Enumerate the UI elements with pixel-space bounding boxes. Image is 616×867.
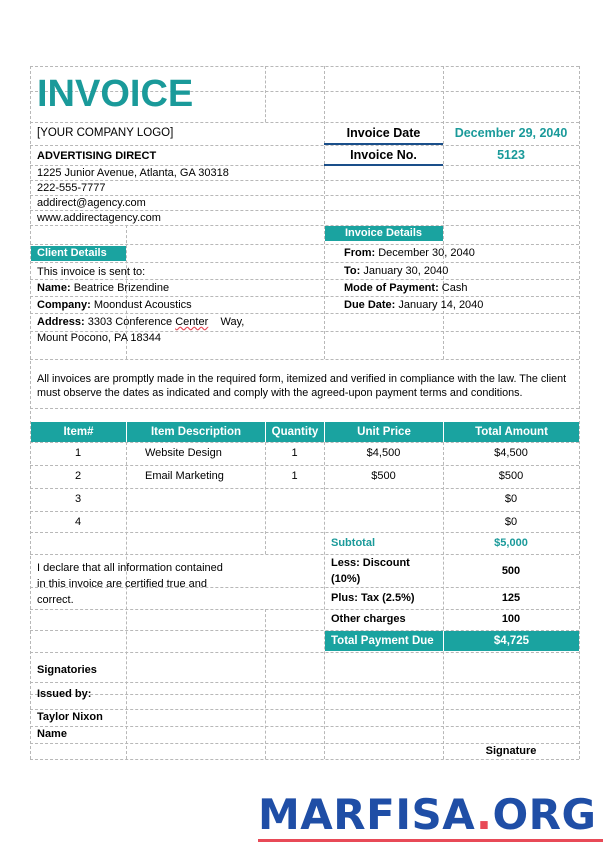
client-name: Beatrice Brizendine	[73, 282, 170, 294]
client-address-part-3: Way,	[220, 316, 245, 328]
client-company-row	[37, 299, 192, 312]
declaration-line1: I declare that all information contained	[37, 562, 223, 574]
row-1-unit-price: $4,500	[366, 447, 401, 459]
other-charges-label: Other charges	[331, 613, 406, 625]
company-logo-placeholder: [YOUR COMPANY LOGO]	[37, 127, 174, 139]
col-header-description: Item Description	[127, 422, 265, 442]
declaration-line2: in this invoice are certified true and	[37, 578, 207, 590]
subtotal-label: Subtotal	[331, 537, 375, 549]
details-due-label: Due Date:	[344, 299, 396, 311]
col-header-item-num: Item#	[31, 422, 126, 442]
other-charges-value: 100	[501, 613, 521, 625]
invoice-date: December 29, 2040	[454, 126, 568, 140]
issuer-name: Taylor Nixon	[37, 711, 103, 723]
company-name: ADVERTISING DIRECT	[37, 150, 157, 162]
client-intro: This invoice is sent to:	[37, 266, 146, 278]
declaration-line3: correct.	[37, 594, 74, 606]
details-from-label: From:	[344, 247, 376, 259]
invoice-no-label: Invoice No.	[350, 148, 417, 162]
row-1-total: $4,500	[494, 447, 528, 459]
details-due-row	[344, 299, 483, 312]
company-address: 1225 Junior Avenue, Atlanta, GA 30318	[37, 167, 229, 179]
invoice-no-underline	[324, 164, 443, 166]
col-header-quantity: Quantity	[266, 422, 324, 442]
details-mode-label: Mode of Payment:	[344, 282, 439, 294]
issued-by-label: Issued by:	[37, 688, 92, 700]
row-1-quantity: 1	[291, 447, 298, 459]
signatories-label: Signatories	[37, 664, 97, 676]
company-phone: 222-555-7777	[37, 182, 106, 194]
row-3-total: $0	[504, 493, 518, 505]
row-2-total: $500	[498, 470, 524, 482]
watermark-dot: .	[476, 790, 493, 839]
client-name-row	[37, 282, 169, 295]
client-name-label: Name:	[37, 282, 71, 294]
invoice-sheet	[30, 66, 579, 759]
client-company-label: Company:	[37, 299, 91, 311]
watermark-underline	[258, 839, 603, 842]
invoice-date-underline	[324, 143, 443, 145]
details-from: December 30, 2040	[378, 247, 475, 259]
terms-notice: All invoices are promptly made in the required form, itemized and verified in compliance with the law. The client must observe the dates as indicated and comply with the agreed-upon payment terms and conditions.	[37, 373, 567, 399]
tax-label: Plus: Tax (2.5%)	[331, 592, 415, 604]
row-4-total: $0	[504, 516, 518, 528]
invoice-title: INVOICE	[37, 73, 194, 115]
details-to-label: To:	[344, 265, 361, 277]
details-due: January 14, 2040	[398, 299, 484, 311]
discount-value: 500	[501, 565, 521, 577]
marfisa-watermark-logo	[258, 790, 597, 839]
row-1-num: 1	[74, 447, 82, 459]
tax-value: 125	[501, 592, 521, 604]
watermark-brand-b: ORG	[492, 790, 597, 839]
row-2-description: Email Marketing	[145, 470, 224, 482]
total-due-label: Total Payment Due	[325, 631, 443, 651]
row-2-unit-price: $500	[371, 470, 396, 482]
invoice-date-label: Invoice Date	[346, 126, 421, 140]
subtotal-value: $5,000	[494, 537, 528, 549]
company-website: www.addirectagency.com	[37, 212, 161, 224]
client-address-part-2: Center	[175, 316, 209, 328]
client-address-line2: Mount Pocono, PA 18344	[37, 332, 161, 344]
watermark-brand-a: MARFISA	[258, 790, 476, 839]
client-address-label: Address:	[37, 316, 85, 328]
details-from-row	[344, 247, 475, 260]
client-company: Moondust Acoustics	[93, 299, 192, 311]
row-3-num: 3	[74, 493, 82, 505]
col-header-unit-price: Unit Price	[325, 422, 443, 442]
invoice-details-header: Invoice Details	[325, 226, 443, 241]
row-4-num: 4	[74, 516, 82, 528]
row-1-description: Website Design	[145, 447, 222, 459]
details-to: January 30, 2040	[363, 265, 449, 277]
client-details-header: Client Details	[31, 246, 126, 261]
details-mode-row	[344, 282, 467, 295]
col-header-total-amount: Total Amount	[444, 422, 579, 442]
client-address-part-1: 3303 Conference	[87, 316, 173, 328]
details-mode: Cash	[441, 282, 468, 294]
client-address-row	[37, 316, 244, 329]
row-2-num: 2	[74, 470, 82, 482]
name-label: Name	[37, 728, 67, 740]
details-to-row	[344, 265, 448, 278]
total-due-value: $4,725	[444, 631, 579, 651]
row-2-quantity: 1	[291, 470, 298, 482]
signature-label: Signature	[485, 745, 537, 757]
discount-label-line2: (10%)	[331, 573, 361, 585]
company-email: addirect@agency.com	[37, 197, 146, 209]
discount-label-line1: Less: Discount	[331, 557, 410, 569]
invoice-no: 5123	[497, 148, 525, 162]
